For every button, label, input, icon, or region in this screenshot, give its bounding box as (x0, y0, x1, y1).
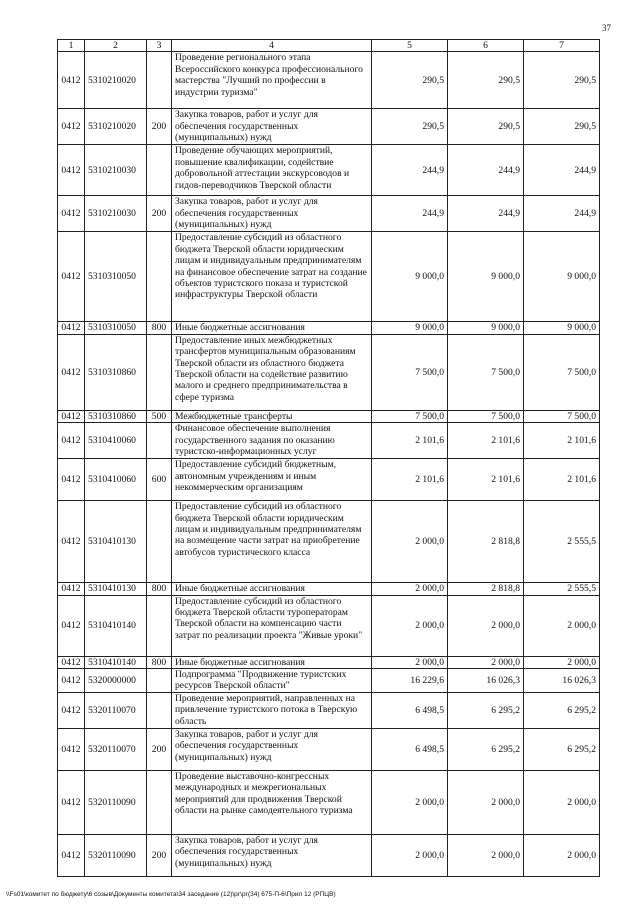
expense-type-code (147, 145, 172, 196)
amount-year-2: 244,9 (448, 145, 524, 196)
amount-year-2: 2 000,0 (448, 771, 524, 835)
table-row (58, 656, 600, 668)
amount-year-3: 7 500,0 (524, 410, 600, 422)
description: Межбюджетные трансферты (172, 410, 372, 422)
table-row (58, 501, 600, 583)
expense-type-code (147, 595, 172, 656)
budget-table (57, 39, 600, 877)
description: Иные бюджетные ассигнования (172, 322, 372, 334)
section-code: 0412 (58, 501, 85, 583)
amount-year-2: 9 000,0 (448, 322, 524, 334)
amount-year-2: 16 026,3 (448, 669, 524, 693)
table-row (58, 232, 600, 322)
column-header-1: 1 (58, 40, 85, 52)
target-article-code: 5310410060 (85, 423, 147, 459)
target-article-code: 5310310860 (85, 334, 147, 410)
amount-year-1: 2 000,0 (372, 656, 448, 668)
description: Финансовое обеспечение выполнения государственного задания по оказанию туристско-информационных услуг (172, 423, 372, 459)
amount-year-3: 2 000,0 (524, 656, 600, 668)
amount-year-1: 244,9 (372, 145, 448, 196)
expense-type-code: 800 (147, 656, 172, 668)
target-article-code: 5310410130 (85, 501, 147, 583)
file-path-footer: \\Fs01\комитет по бюджету\6 созыв\Документы комитета\34 заседание (12)\рг\рг(34) 675-П-6\Прил 12 (РПЦВ) (6, 891, 336, 898)
description: Проведение обучающих мероприятий, повышение квалификации, содействие добровольной аттестации экскурсоводов и гидов-переводчиков Тверской области (172, 145, 372, 196)
table-row (58, 322, 600, 334)
target-article-code: 5310310050 (85, 232, 147, 322)
amount-year-2: 290,5 (448, 109, 524, 145)
section-code: 0412 (58, 322, 85, 334)
amount-year-3: 244,9 (524, 145, 600, 196)
table-row (58, 835, 600, 877)
amount-year-2: 244,9 (448, 196, 524, 232)
description: Проведение регионального этапа Всероссийского конкурса профессионального мастерства "Лучший по профессии в индустрии туризма" (172, 52, 372, 109)
expense-type-code (147, 52, 172, 109)
expense-type-code (147, 232, 172, 322)
expense-type-code (147, 334, 172, 410)
amount-year-1: 2 000,0 (372, 771, 448, 835)
target-article-code: 5310310860 (85, 410, 147, 422)
table-row (58, 410, 600, 422)
amount-year-1: 7 500,0 (372, 334, 448, 410)
header-row (58, 40, 600, 52)
amount-year-2: 290,5 (448, 52, 524, 109)
expense-type-code (147, 423, 172, 459)
section-code: 0412 (58, 771, 85, 835)
section-code: 0412 (58, 410, 85, 422)
amount-year-2: 2 000,0 (448, 656, 524, 668)
table-row (58, 595, 600, 656)
amount-year-1: 2 101,6 (372, 423, 448, 459)
amount-year-3: 9 000,0 (524, 322, 600, 334)
table-row (58, 583, 600, 595)
description: Предоставление субсидий из областного бюджета Тверской области туроператорам Тверской области на компенсацию части затрат по реализации проекта "Живые уроки" (172, 595, 372, 656)
column-header-5: 5 (372, 40, 448, 52)
target-article-code: 5320110070 (85, 729, 147, 771)
table-row (58, 729, 600, 771)
expense-type-code (147, 669, 172, 693)
description: Закупка товаров, работ и услуг для обеспечения государственных (муниципальных) нужд (172, 196, 372, 232)
section-code: 0412 (58, 196, 85, 232)
amount-year-3: 2 555,5 (524, 583, 600, 595)
amount-year-2: 9 000,0 (448, 232, 524, 322)
description: Закупка товаров, работ и услуг для обеспечения государственных (муниципальных) нужд (172, 835, 372, 877)
amount-year-1: 7 500,0 (372, 410, 448, 422)
description: Проведение выставочно-конгрессных международных и межрегиональных мероприятий для продвижения Тверской области на рынке самодеятельного туризма (172, 771, 372, 835)
description: Предоставление субсидий из областного бюджета Тверской области юридическим лицам и индивидуальным предпринимателям на финансовое обеспечение затрат на создание объектов туристского показа и туристской инфраструктуры Тверской области (172, 232, 372, 322)
amount-year-2: 7 500,0 (448, 334, 524, 410)
target-article-code: 5310210020 (85, 52, 147, 109)
expense-type-code: 200 (147, 196, 172, 232)
amount-year-1: 2 000,0 (372, 501, 448, 583)
table-row (58, 669, 600, 693)
expense-type-code: 200 (147, 109, 172, 145)
description: Проведение мероприятий, направленных на привлечение туристского потока в Тверскую область (172, 693, 372, 729)
amount-year-2: 2 818,8 (448, 583, 524, 595)
expense-type-code: 500 (147, 410, 172, 422)
amount-year-1: 2 000,0 (372, 835, 448, 877)
page-number: 37 (602, 23, 611, 33)
amount-year-3: 2 555,5 (524, 501, 600, 583)
section-code: 0412 (58, 145, 85, 196)
amount-year-2: 7 500,0 (448, 410, 524, 422)
section-code: 0412 (58, 459, 85, 501)
column-header-7: 7 (524, 40, 600, 52)
description: Закупка товаров, работ и услуг для обеспечения государственных (муниципальных) нужд (172, 109, 372, 145)
amount-year-1: 16 229,6 (372, 669, 448, 693)
column-header-4: 4 (172, 40, 372, 52)
amount-year-3: 9 000,0 (524, 232, 600, 322)
amount-year-2: 2 101,6 (448, 459, 524, 501)
amount-year-1: 290,5 (372, 109, 448, 145)
amount-year-1: 290,5 (372, 52, 448, 109)
target-article-code: 5310410130 (85, 583, 147, 595)
column-header-2: 2 (85, 40, 147, 52)
table-row (58, 109, 600, 145)
section-code: 0412 (58, 656, 85, 668)
amount-year-1: 244,9 (372, 196, 448, 232)
amount-year-3: 7 500,0 (524, 334, 600, 410)
column-header-3: 3 (147, 40, 172, 52)
amount-year-3: 290,5 (524, 52, 600, 109)
description: Иные бюджетные ассигнования (172, 656, 372, 668)
amount-year-3: 2 000,0 (524, 595, 600, 656)
description: Иные бюджетные ассигнования (172, 583, 372, 595)
amount-year-3: 2 000,0 (524, 835, 600, 877)
target-article-code: 5320110070 (85, 693, 147, 729)
amount-year-3: 290,5 (524, 109, 600, 145)
amount-year-1: 2 101,6 (372, 459, 448, 501)
table-row (58, 196, 600, 232)
amount-year-2: 2 000,0 (448, 835, 524, 877)
target-article-code: 5310410140 (85, 595, 147, 656)
table-row (58, 423, 600, 459)
amount-year-3: 6 295,2 (524, 729, 600, 771)
target-article-code: 5310210030 (85, 196, 147, 232)
section-code: 0412 (58, 729, 85, 771)
amount-year-2: 2 000,0 (448, 595, 524, 656)
amount-year-3: 16 026,3 (524, 669, 600, 693)
section-code: 0412 (58, 52, 85, 109)
description: Подпрограмма "Продвижение туристских ресурсов Тверской области" (172, 669, 372, 693)
table-row (58, 52, 600, 109)
section-code: 0412 (58, 693, 85, 729)
target-article-code: 5320110090 (85, 835, 147, 877)
amount-year-2: 6 295,2 (448, 693, 524, 729)
section-code: 0412 (58, 583, 85, 595)
description: Предоставление субсидий бюджетным, автономным учреждениям и иным некоммерческим организациям (172, 459, 372, 501)
target-article-code: 5310210020 (85, 109, 147, 145)
amount-year-1: 9 000,0 (372, 322, 448, 334)
table-row (58, 459, 600, 501)
description: Предоставление субсидий из областного бюджета Тверской области юридическим лицам и индивидуальным предпринимателям на возмещение части затрат на приобретение автобусов туристического класса (172, 501, 372, 583)
section-code: 0412 (58, 669, 85, 693)
table-row (58, 771, 600, 835)
expense-type-code: 800 (147, 583, 172, 595)
amount-year-2: 2 101,6 (448, 423, 524, 459)
section-code: 0412 (58, 595, 85, 656)
column-header-6: 6 (448, 40, 524, 52)
amount-year-2: 6 295,2 (448, 729, 524, 771)
expense-type-code (147, 693, 172, 729)
expense-type-code: 600 (147, 459, 172, 501)
target-article-code: 5310210030 (85, 145, 147, 196)
description: Предоставление иных межбюджетных трансфертов муниципальным образованиям Тверской области из областного бюджета Тверской области на содействие развитию малого и среднего предпринимательства в сфере туризма (172, 334, 372, 410)
target-article-code: 5320000000 (85, 669, 147, 693)
amount-year-1: 6 498,5 (372, 729, 448, 771)
amount-year-2: 2 818,8 (448, 501, 524, 583)
amount-year-3: 2 101,6 (524, 423, 600, 459)
table-body (58, 52, 600, 877)
target-article-code: 5320110090 (85, 771, 147, 835)
table-row (58, 145, 600, 196)
expense-type-code (147, 501, 172, 583)
amount-year-1: 2 000,0 (372, 595, 448, 656)
description: Закупка товаров, работ и услуг для обеспечения государственных (муниципальных) нужд (172, 729, 372, 771)
target-article-code: 5310310050 (85, 322, 147, 334)
amount-year-3: 2 000,0 (524, 771, 600, 835)
section-code: 0412 (58, 835, 85, 877)
table-row (58, 334, 600, 410)
target-article-code: 5310410060 (85, 459, 147, 501)
expense-type-code (147, 771, 172, 835)
table-row (58, 693, 600, 729)
section-code: 0412 (58, 109, 85, 145)
amount-year-1: 2 000,0 (372, 583, 448, 595)
target-article-code: 5310410140 (85, 656, 147, 668)
expense-type-code: 200 (147, 729, 172, 771)
section-code: 0412 (58, 232, 85, 322)
expense-type-code: 800 (147, 322, 172, 334)
expense-type-code: 200 (147, 835, 172, 877)
amount-year-1: 9 000,0 (372, 232, 448, 322)
amount-year-1: 6 498,5 (372, 693, 448, 729)
amount-year-3: 244,9 (524, 196, 600, 232)
amount-year-3: 2 101,6 (524, 459, 600, 501)
amount-year-3: 6 295,2 (524, 693, 600, 729)
section-code: 0412 (58, 423, 85, 459)
section-code: 0412 (58, 334, 85, 410)
